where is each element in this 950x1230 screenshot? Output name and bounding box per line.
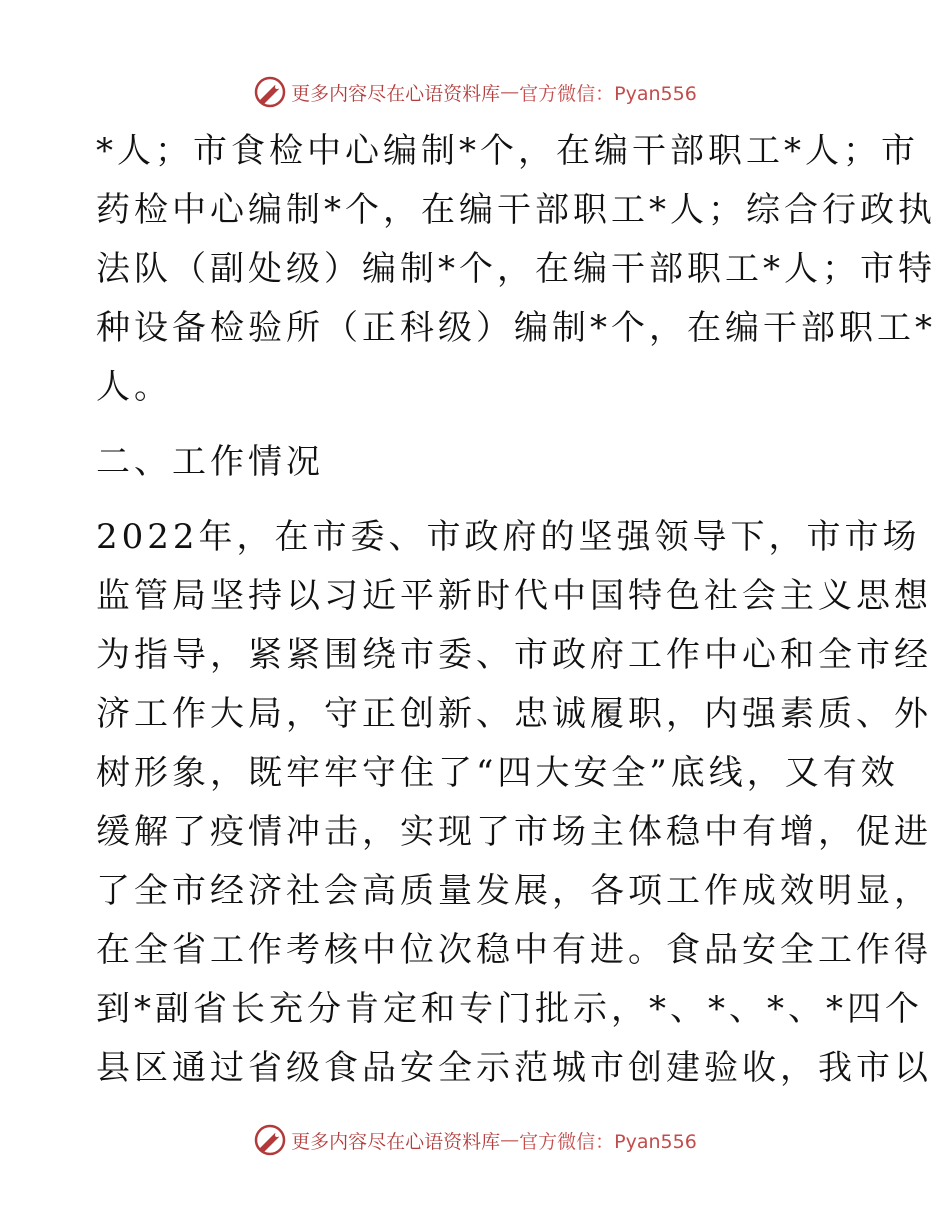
banner-text: 更多内容尽在心语资料库 [291, 82, 501, 105]
section-heading: 二、工作情况 [96, 442, 324, 482]
banner-dash: — [500, 1129, 520, 1151]
paragraph-2 [96, 508, 932, 1098]
text-line: 到*副省长充分肯定和专门批示，*、*、*、*四个 [96, 989, 923, 1029]
text-line: 县区通过省级食品安全示范城市创建验收，我市以 [96, 1048, 932, 1088]
text-line: *人；市食检中心编制*个，在编干部职工*人；市 [96, 131, 919, 171]
banner-wechat: 官方微信：Pyan556 [519, 1130, 697, 1153]
document-body [96, 122, 936, 1098]
text-line: 了全市经济社会高质量发展，各项工作成效明显， [96, 871, 932, 911]
text-line: 缓解了疫情冲击，实现了市场主体稳中有增，促进 [96, 812, 932, 852]
text-line: 在全省工作考核中位次稳中有进。食品安全工作得 [96, 930, 932, 970]
footer-watermark-banner [0, 1118, 950, 1162]
banner-dash: — [500, 81, 520, 103]
paragraph-1 [96, 122, 936, 417]
text-line: 济工作大局，守正创新、忠诚履职，内强素质、外 [96, 694, 932, 734]
text-line: 监管局坚持以习近平新时代中国特色社会主义思想 [96, 576, 932, 616]
banner-text: 更多内容尽在心语资料库 [291, 1130, 501, 1153]
text-line: 人。 [96, 367, 172, 407]
text-line: 法队（副处级）编制*个，在编干部职工*人；市特 [96, 249, 936, 289]
pen-nib-logo-icon [253, 75, 287, 109]
text-line: 树形象，既牢牢守住了“四大安全”底线，又有效 [96, 753, 899, 793]
banner-wechat: 官方微信：Pyan556 [519, 82, 697, 105]
text-line: 2022年，在市委、市政府的坚强领导下，市市场 [96, 517, 921, 557]
header-watermark-banner [0, 70, 950, 114]
pen-nib-logo-icon [253, 1123, 287, 1157]
text-line: 种设备检验所（正科级）编制*个，在编干部职工* [96, 308, 936, 348]
text-line: 为指导，紧紧围绕市委、市政府工作中心和全市经 [96, 635, 932, 675]
text-line: 药检中心编制*个，在编干部职工*人；综合行政执 [96, 190, 936, 230]
